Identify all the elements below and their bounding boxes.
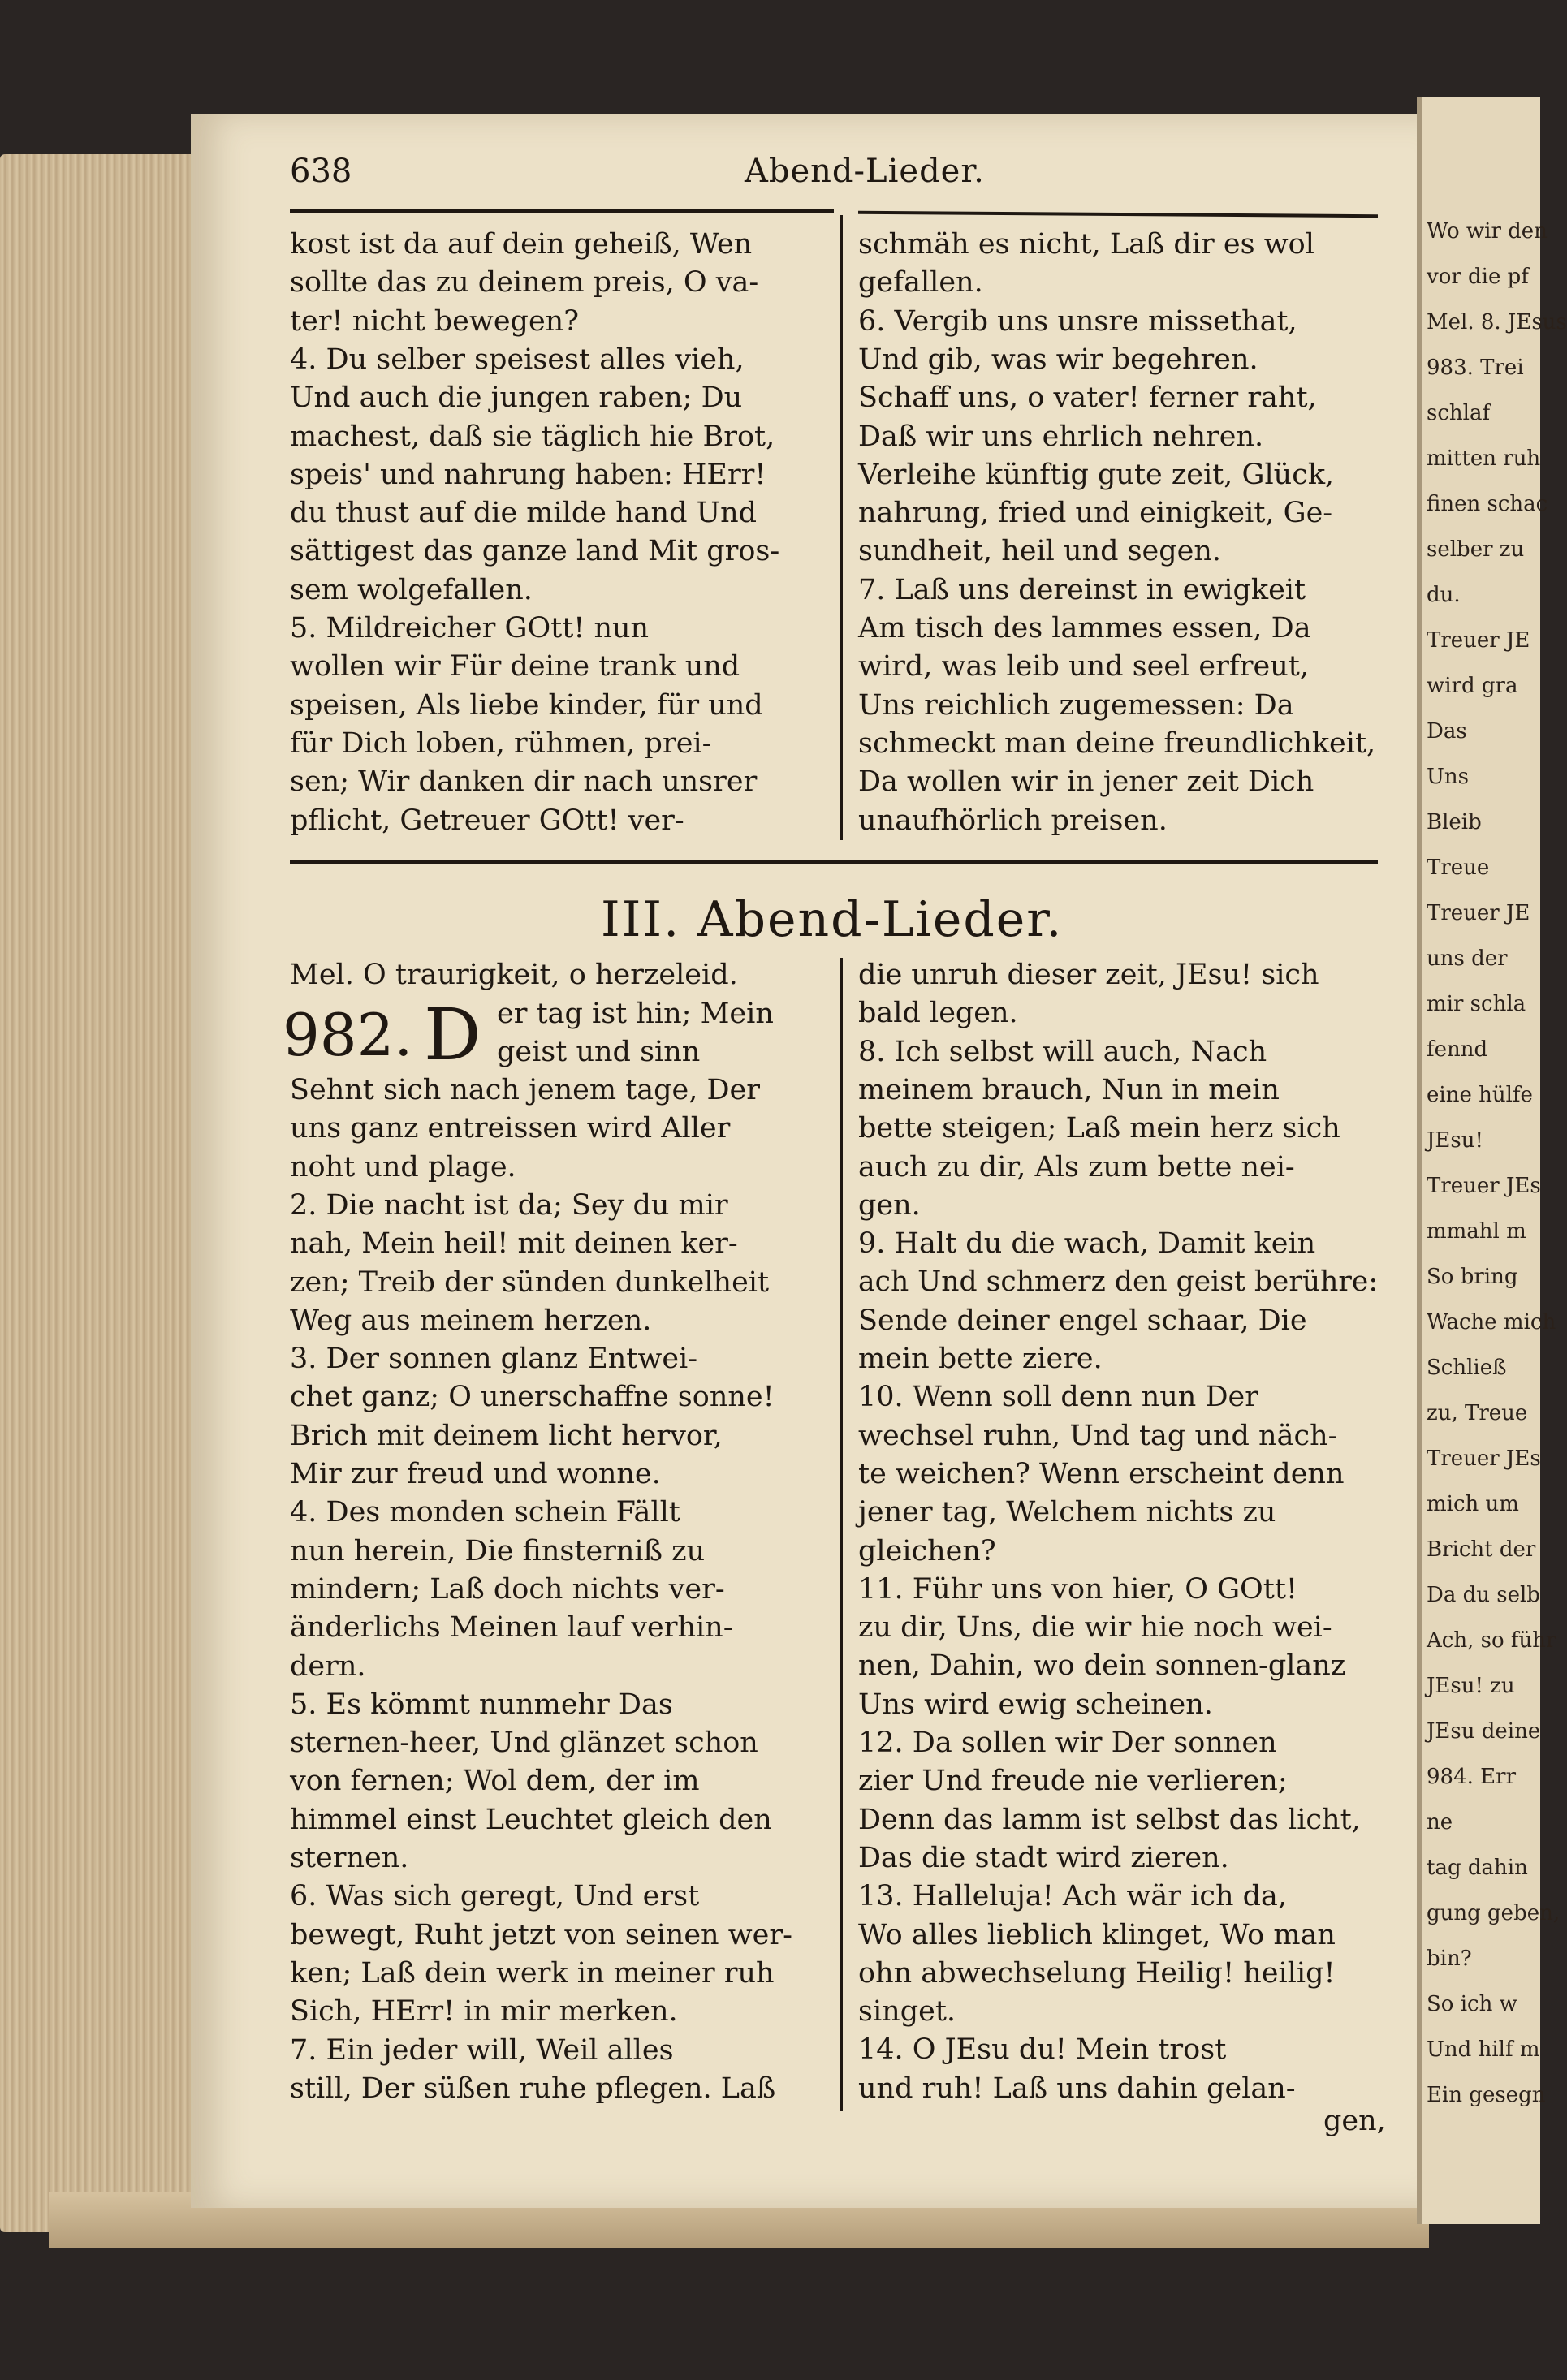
- facing-page-line: du.: [1427, 583, 1461, 607]
- text-line: von fernen; Wol dem, der im: [290, 1765, 700, 1798]
- text-line: chet ganz; O unerschaffne sonne!: [290, 1381, 775, 1414]
- text-line: und ruh! Laß uns dahin gelan-: [858, 2072, 1296, 2105]
- text-line: speisen, Als liebe kinder, für und: [290, 688, 763, 722]
- text-line: Und auch die jungen raben; Du: [290, 382, 743, 415]
- facing-page-line: Schließ: [1427, 1356, 1507, 1380]
- facing-page-line: vor die pf: [1427, 265, 1529, 289]
- text-line: 5. Mildreicher GOtt! nun: [290, 612, 650, 645]
- section-heading: III. Abend-Lieder.: [601, 891, 1064, 948]
- facing-page-line: Treuer JE: [1427, 901, 1530, 925]
- text-line: machest, daß sie täglich hie Brot,: [290, 420, 775, 453]
- facing-page-line: fennd: [1427, 1037, 1488, 1062]
- text-line: gefallen.: [858, 266, 983, 300]
- facing-page-line: ne: [1427, 1810, 1453, 1835]
- text-line: 3. Der sonnen glanz Entwei-: [290, 1343, 698, 1376]
- text-line: Am tisch des lammes essen, Da: [858, 612, 1311, 645]
- text-line: 6. Vergib uns unsre missethat,: [858, 304, 1297, 338]
- text-line: Denn das lamm ist selbst das licht,: [858, 1803, 1361, 1836]
- text-line: Wo alles lieblich klinget, Wo man: [858, 1918, 1336, 1951]
- text-line: 6. Was sich geregt, Und erst: [290, 1880, 700, 1913]
- text-line: singet.: [858, 1995, 956, 2029]
- text-line: 12. Da sollen wir Der sonnen: [858, 1727, 1277, 1759]
- text-line: dern.: [290, 1649, 366, 1683]
- text-line: sundheit, heil und segen.: [858, 535, 1222, 568]
- text-line: bewegt, Ruht jetzt von seinen wer-: [290, 1918, 792, 1951]
- section-rule: [290, 860, 1378, 864]
- text-line: 8. Ich selbst will auch, Nach: [858, 1035, 1267, 1068]
- text-line: 7. Laß uns dereinst in ewigkeit: [858, 573, 1306, 606]
- text-line: speis' und nahrung haben: HErr!: [290, 458, 766, 491]
- text-line: noht und plage.: [290, 1150, 516, 1184]
- text-line: ohn abwechselung Heilig! heilig!: [858, 1956, 1336, 1990]
- text-line: Sich, HErr! in mir merken.: [290, 1995, 678, 2029]
- text-line: Und gib, was wir begehren.: [858, 343, 1258, 376]
- text-line: nah, Mein heil! mit deinen ker-: [290, 1227, 738, 1261]
- text-line: sättigest das ganze land Mit gros-: [290, 535, 780, 568]
- text-line: 4. Du selber speisest alles vieh,: [290, 343, 745, 376]
- facing-page-line: Bricht der: [1427, 1537, 1536, 1562]
- facing-page-line: Wo wir den: [1427, 219, 1548, 244]
- text-line: mindern; Laß doch nichts ver-: [290, 1572, 725, 1606]
- text-line: er tag ist hin; Mein: [497, 998, 774, 1030]
- catchword: gen,: [1323, 2105, 1386, 2137]
- text-line: 11. Führ uns von hier, O GOtt!: [858, 1572, 1297, 1606]
- text-line: änderlichs Meinen lauf verhin-: [290, 1611, 733, 1645]
- text-line: ken; Laß dein werk in meiner ruh: [290, 1956, 775, 1990]
- text-line: wollen wir Für deine trank und: [290, 650, 740, 683]
- facing-page-line: uns der: [1427, 946, 1508, 971]
- running-title: Abend-Lieder.: [745, 153, 985, 190]
- facing-page-line: bin?: [1427, 1947, 1472, 1971]
- text-line: sen; Wir danken dir nach unsrer: [290, 765, 758, 799]
- text-line: für Dich loben, rühmen, prei-: [290, 727, 712, 760]
- facing-page-line: wird gra: [1427, 674, 1518, 698]
- text-line: gen.: [858, 1188, 921, 1222]
- facing-page-line: Da du selb: [1427, 1583, 1540, 1607]
- text-line: 4. Des monden schein Fällt: [290, 1496, 680, 1529]
- facing-page-line: Ach, so führ: [1427, 1628, 1556, 1653]
- text-line: Das die stadt wird zieren.: [858, 1841, 1229, 1874]
- text-line: meinem brauch, Nun in mein: [858, 1073, 1280, 1106]
- text-line: 9. Halt du die wach, Damit kein: [858, 1227, 1316, 1261]
- text-line: sem wolgefallen.: [290, 573, 533, 606]
- text-line: Daß wir uns ehrlich nehren.: [858, 420, 1264, 453]
- text-line: du thust auf die milde hand Und: [290, 497, 758, 530]
- text-line: unaufhörlich preisen.: [858, 804, 1168, 837]
- text-line: 10. Wenn soll denn nun Der: [858, 1381, 1258, 1414]
- text-line: schmäh es nicht, Laß dir es wol: [858, 228, 1314, 261]
- text-line: zen; Treib der sünden dunkelheit: [290, 1265, 770, 1299]
- text-line: ach Und schmerz den geist berühre:: [858, 1265, 1378, 1299]
- facing-page-line: So ich w: [1427, 1992, 1517, 2016]
- facing-page-line: JEsu! zu: [1427, 1674, 1515, 1698]
- drop-cap: D: [424, 993, 481, 1076]
- text-line: ter! nicht bewegen?: [290, 304, 579, 338]
- text-line: sternen.: [290, 1842, 409, 1874]
- running-head: [290, 153, 1378, 201]
- facing-page-line: Treuer JEs: [1427, 1174, 1541, 1198]
- facing-page-line: Treuer JEs: [1427, 1447, 1541, 1471]
- facing-page-line: mmahl m: [1427, 1219, 1526, 1244]
- page-number: 638: [290, 153, 352, 190]
- text-line: Uns wird ewig scheinen.: [858, 1688, 1213, 1721]
- text-line: Verleihe künftig gute zeit, Glück,: [858, 458, 1335, 491]
- text-line: nahrung, fried und einigkeit, Ge-: [858, 497, 1333, 530]
- facing-page-line: schlaf: [1427, 401, 1491, 425]
- text-line: nun herein, Die finsterniß zu: [290, 1534, 706, 1567]
- column-divider-top: [840, 215, 843, 840]
- text-line: Weg aus meinem herzen.: [290, 1304, 652, 1337]
- column-divider-bottom: [840, 958, 843, 2111]
- facing-page-line: gung geben,: [1427, 1901, 1561, 1925]
- text-line: 14. O JEsu du! Mein trost: [858, 2033, 1227, 2067]
- text-line: Schaff uns, o vater! ferner raht,: [858, 382, 1317, 415]
- facing-page-edge: [1417, 97, 1567, 2224]
- text-line: auch zu dir, Als zum bette nei-: [858, 1150, 1295, 1184]
- text-line: gleichen?: [858, 1534, 996, 1567]
- text-line: mein bette ziere.: [858, 1343, 1103, 1375]
- facing-page-line: zu, Treue: [1427, 1401, 1528, 1425]
- text-line: bald legen.: [858, 997, 1018, 1030]
- text-line: zier Und freude nie verlieren;: [858, 1765, 1288, 1798]
- text-line: 7. Ein jeder will, Weil alles: [290, 2033, 674, 2067]
- text-line: jener tag, Welchem nichts zu: [858, 1496, 1276, 1529]
- facing-page-line: JEsu!: [1427, 1128, 1483, 1153]
- text-line: Brich mit deinem licht hervor,: [290, 1419, 723, 1452]
- facing-page-line: 983. Trei: [1427, 356, 1524, 380]
- facing-page-line: mir schla: [1427, 992, 1526, 1016]
- text-line: nen, Dahin, wo dein sonnen-glanz: [858, 1649, 1346, 1683]
- text-line: bette steigen; Laß mein herz sich: [858, 1112, 1340, 1145]
- facing-page-line: finen schac: [1427, 492, 1548, 516]
- facing-page-line: selber zu: [1427, 537, 1525, 562]
- text-line: geist und sinn: [497, 1036, 701, 1068]
- text-line: Sehnt sich nach jenem tage, Der: [290, 1074, 761, 1106]
- facing-page-line: Treue: [1427, 856, 1490, 880]
- facing-page-line: Bleib: [1427, 810, 1482, 834]
- hymn-number: 982.: [283, 1001, 413, 1069]
- facing-page-line: Das: [1427, 719, 1467, 744]
- text-line: 13. Halleluja! Ach wär ich da,: [858, 1880, 1288, 1913]
- text-line: schmeckt man deine freundlichkeit,: [858, 727, 1376, 760]
- facing-page-line: mitten ruh: [1427, 446, 1541, 471]
- text-line: zu dir, Uns, die wir hie noch wei-: [858, 1611, 1332, 1645]
- text-line: pflicht, Getreuer GOtt! ver-: [290, 804, 684, 837]
- facing-page-line: Treuer JE: [1427, 628, 1530, 653]
- text-line: uns ganz entreissen wird Aller: [290, 1112, 731, 1145]
- facing-page-line: Und hilf m: [1427, 2037, 1540, 2062]
- text-line: wechsel ruhn, Und tag und näch-: [858, 1419, 1338, 1452]
- facing-page-line: JEsu deine: [1427, 1719, 1541, 1744]
- facing-page-line: Wache mich: [1427, 1310, 1556, 1334]
- text-line: die unruh dieser zeit, JEsu! sich: [858, 959, 1319, 991]
- text-line: 5. Es kömmt nunmehr Das: [290, 1688, 673, 1721]
- page-block-edge: [0, 154, 203, 2232]
- text-line: sternen-heer, Und glänzet schon: [290, 1727, 758, 1760]
- text-line: still, Der süßen ruhe pflegen. Laß: [290, 2072, 776, 2105]
- text-line: himmel einst Leuchtet gleich den: [290, 1803, 772, 1836]
- facing-page-line: 984. Err: [1427, 1765, 1516, 1789]
- text-line: 2. Die nacht ist da; Sey du mir: [290, 1188, 728, 1222]
- facing-page-line: Uns: [1427, 765, 1469, 789]
- text-line: sollte das zu deinem preis, O va-: [290, 266, 759, 300]
- text-line: kost ist da auf dein geheiß, Wen: [290, 228, 753, 261]
- melody-line: Mel. O traurigkeit, o herzeleid.: [290, 959, 738, 991]
- facing-page-line: eine hülfe: [1427, 1083, 1533, 1107]
- facing-page-line: mich um: [1427, 1492, 1519, 1516]
- text-line: Uns reichlich zugemessen: Da: [858, 688, 1294, 722]
- text-line: wird, was leib und seel erfreut,: [858, 650, 1309, 683]
- facing-page-line: So bring: [1427, 1265, 1518, 1289]
- text-line: Sende deiner engel schaar, Die: [858, 1304, 1307, 1337]
- header-rule-left: [290, 209, 834, 213]
- facing-page-line: Mel. 8. JEsus: [1427, 310, 1567, 334]
- text-line: Da wollen wir in jener zeit Dich: [858, 765, 1314, 799]
- text-line: Mir zur freud und wonne.: [290, 1458, 661, 1490]
- facing-page-line: tag dahin: [1427, 1856, 1528, 1880]
- text-line: te weichen? Wenn erscheint denn: [858, 1457, 1345, 1490]
- facing-page-line: Ein gesegn: [1427, 2083, 1546, 2107]
